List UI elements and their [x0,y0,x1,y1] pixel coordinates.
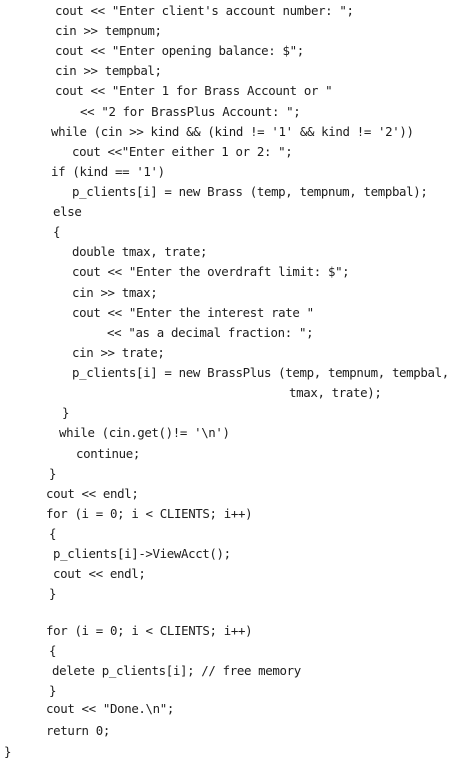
code-line-6: << "2 for BrassPlus Account: "; [80,103,301,119]
code-line-20: tmax, trate); [289,385,382,401]
code-line-23: continue; [76,445,140,461]
code-line-10: p_clients[i] = new Brass (temp, tempnum, tempbal); [72,183,428,199]
code-line-1: cout << "Enter client's account number: "; [55,2,354,18]
code-line-30: } [49,586,57,602]
code-line-16: cout << "Enter the interest rate " [72,304,314,320]
code-line-13: double tmax, trate; [72,244,208,260]
code-line-11: else [53,204,82,220]
code-line-35: cout << "Done.\n"; [46,701,174,717]
code-line-31: for (i = 0; i < CLIENTS; i++) [46,622,253,638]
code-line-17: << "as a decimal fraction: "; [107,324,314,340]
code-line-14: cout << "Enter the overdraft limit: $"; [72,264,350,280]
code-line-19: p_clients[i] = new BrassPlus (temp, tempnum, tempbal, [72,365,449,380]
code-line-18: cin >> trate; [72,344,165,360]
code-line-4: cin >> tempbal; [55,63,162,79]
code-line-33: delete p_clients[i]; // free memory [52,662,301,678]
code-line-24: } [49,465,57,481]
code-line-8: cout <<"Enter either 1 or 2: "; [72,143,293,159]
code-line-5: cout << "Enter 1 for Brass Account or " [55,83,333,99]
code-line-34: } [49,683,57,699]
code-line-27: { [49,525,57,541]
code-line-12: { [53,224,61,240]
code-line-9: if (kind == '1') [51,163,165,179]
code-line-37: } [4,744,12,760]
code-line-36: return 0; [46,723,110,739]
code-line-7: while (cin >> kind && (kind != '1' && kind != '2')) [51,123,414,139]
code-line-21: } [62,405,70,421]
code-line-15: cin >> tmax; [72,284,158,300]
code-line-3: cout << "Enter opening balance: $"; [55,43,304,59]
code-line-2: cin >> tempnum; [55,23,162,38]
code-line-22: while (cin.get()!= '\n') [59,425,230,441]
code-line-26: for (i = 0; i < CLIENTS; i++) [46,505,253,521]
code-line-32: { [49,642,57,658]
code-line-25: cout << endl; [46,485,139,501]
code-line-29: cout << endl; [53,566,146,582]
code-line-28: p_clients[i]->ViewAcct(); [53,546,231,562]
